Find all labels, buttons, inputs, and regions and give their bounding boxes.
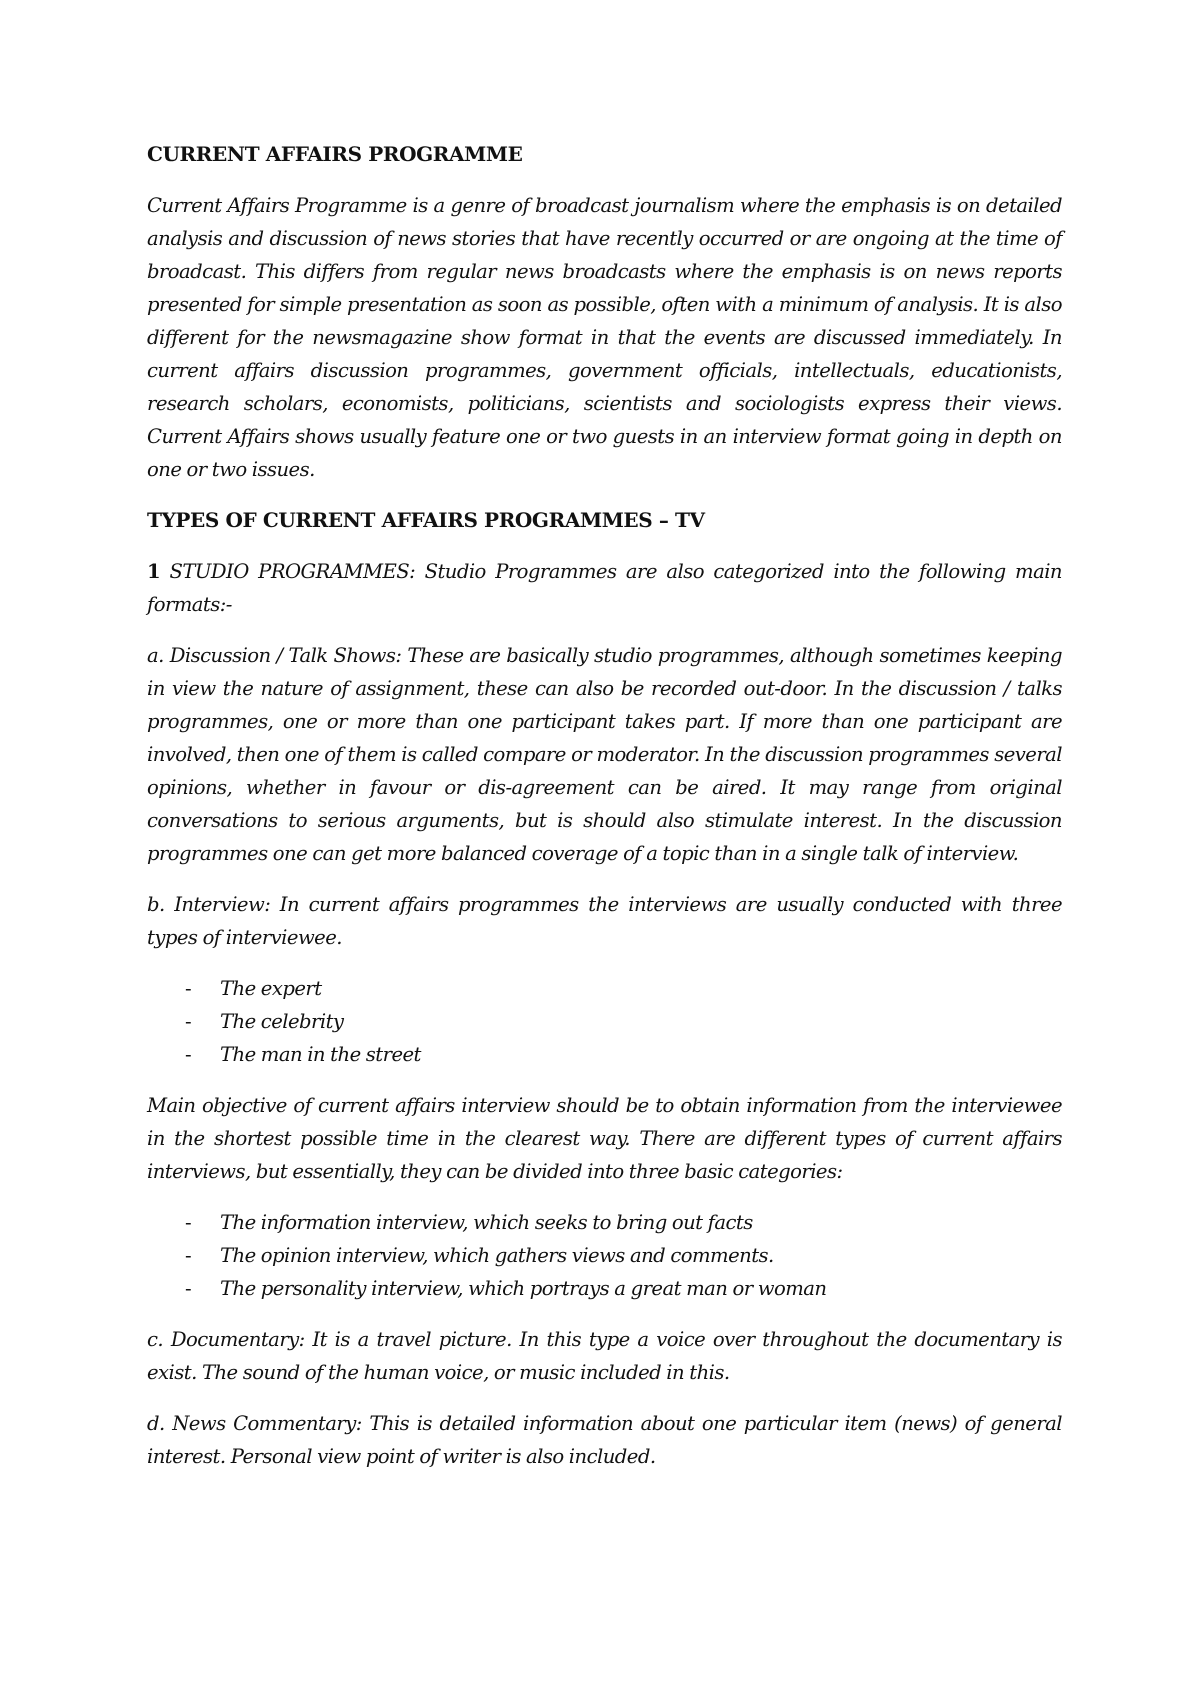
- intro-paragraph: Current Affairs Programme is a genre of broadcast journalism where the emphasis is on detailed analysis and discussion of news stories that have recently occurred or are ongoing at the time of broadcast. This differs from regular news broadcasts where the emphasis is on news reports presented for simple presentation as soon as possible, often with a minimum of analysis. It is also different for the newsmagazine show format in that the events are discussed immediately. In current affairs discussion programmes, government officials, intellectuals, educationists, research scholars, economists, politicians, scientists and sociologists express their views. Current Affairs shows usually feature one or two guests in an interview format going in depth on one or two issues.: [147, 194, 1062, 481]
- types-heading: TYPES OF CURRENT AFFAIRS PROGRAMMES – TV: [147, 508, 705, 532]
- list-item: - The information interview, which seeks to bring out facts: [147, 1206, 1062, 1239]
- objective-paragraph: Main objective of current affairs interview should be to obtain information from the interviewee in the shortest possible time in the clearest way. There are different types of current affairs interviews, but essentially, they can be divided into three basic categories:: [147, 1094, 1062, 1183]
- news-commentary-paragraph: d. News Commentary: This is detailed information about one particular item (news) of general interest. Personal view point of writer is also included.: [147, 1412, 1062, 1468]
- dash-bullet: -: [185, 1043, 192, 1066]
- list-item: - The expert: [147, 972, 1062, 1005]
- dash-bullet: -: [185, 1010, 192, 1033]
- dash-bullet: -: [185, 1277, 192, 1300]
- studio-programmes-paragraph: [147, 555, 1062, 621]
- list-item: - The man in the street: [147, 1038, 1062, 1071]
- list-item: - The celebrity: [147, 1005, 1062, 1038]
- section-number: 1: [147, 560, 161, 583]
- list-item: - The personality interview, which portrays a great man or woman: [147, 1272, 1062, 1305]
- dash-bullet: -: [185, 1244, 192, 1267]
- discussion-paragraph: a. Discussion / Talk Shows: These are basically studio programmes, although sometimes keeping in view the nature of assignment, these can also be recorded out-door. In the discussion / talks programmes, one or more than one participant takes part. If more than one participant are involved, then one of them is called compare or moderator. In the discussion programmes several opinions, whether in favour or dis-agreement can be aired. It may range from original conversations to serious arguments, but is should also stimulate interest. In the discussion programmes one can get more balanced coverage of a topic than in a single talk of interview.: [147, 644, 1062, 865]
- document-page: [147, 138, 1062, 1491]
- studio-programmes-text: STUDIO PROGRAMMES: Studio Programmes are also categorized into the following main formats:-: [147, 560, 1062, 616]
- documentary-paragraph: c. Documentary: It is a travel picture. In this type a voice over throughout the documentary is exist. The sound of the human voice, or music included in this.: [147, 1328, 1062, 1384]
- dash-bullet: -: [185, 1211, 192, 1234]
- interview-categories-list: [147, 1206, 1062, 1305]
- interviewee-types-list: [147, 972, 1062, 1071]
- interview-paragraph: b. Interview: In current affairs programmes the interviews are usually conducted with three types of interviewee.: [147, 893, 1062, 949]
- dash-bullet: -: [185, 977, 192, 1000]
- page-title: CURRENT AFFAIRS PROGRAMME: [147, 142, 523, 166]
- list-item: - The opinion interview, which gathers views and comments.: [147, 1239, 1062, 1272]
